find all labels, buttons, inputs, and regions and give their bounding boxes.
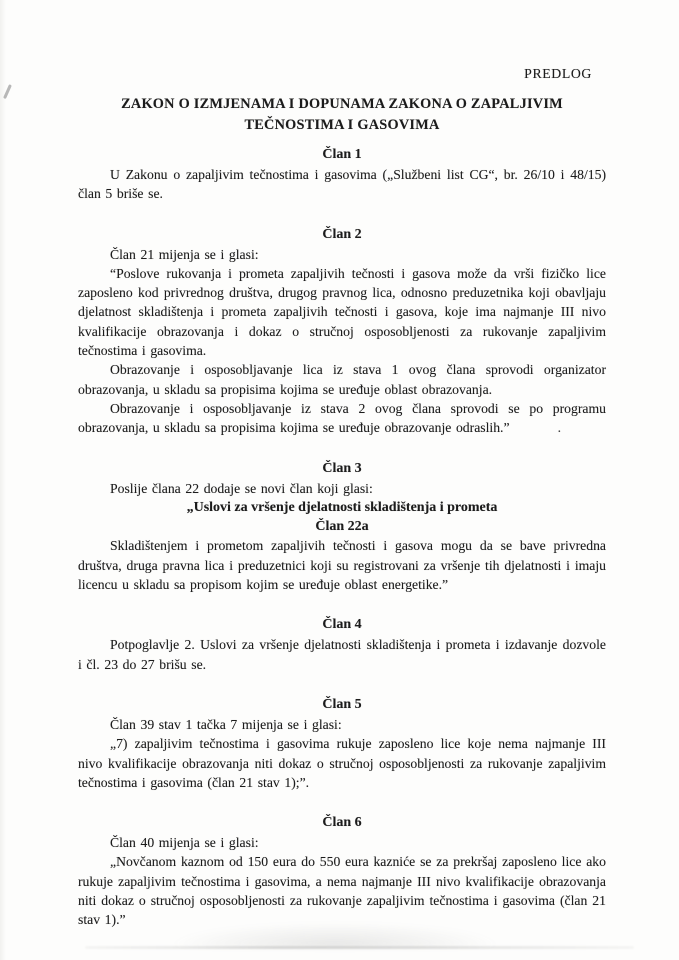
clan-1-heading: Član 1 [322,147,362,162]
clan-4-paragraph-1: Potpoglavlje 2. Uslovi za vršenje djelatnosti skladištenja i prometa i izdavanje dozvole i čl. 23 do 27 brišu se. [78,637,606,672]
document-title-line1: ZAKON O IZMJENAMA I DOPUNAMA ZAKONA O ZAPALJIVIM [121,96,563,112]
clan-5-paragraph-2: „7) zapaljivim tečnostima i gasovima rukuje zaposleno lice koje nema najmanje III nivo kvalifikacije obrazovanja niti dokaz o stručnoj osposobljenosti za rukovanje zapaljivim tečnostima i gasovima (član 21 stav 1);”. [78,736,606,790]
clan-3-new-article-number: Član 22a [315,519,369,535]
corner-label: PREDLOG [524,66,592,81]
clan-2-paragraph-3: Obrazovanje i osposobljavanje lica iz stava 1 ovog člana sprovodi organizator obrazovanja, u skladu sa propisima kojima se uređuje oblast obrazovanja. [78,362,606,397]
clan-6-heading: Član 6 [322,815,362,831]
clan-2-paragraph-4 [78,399,606,438]
document-title [78,94,606,135]
clan-5-paragraph-1: Član 39 stav 1 tačka 7 mijenja se i glasi: [110,716,342,732]
scan-bottom-shadow-cloud [170,922,500,948]
clan-3-paragraph-1: Skladištenjem i prometom zapaljivih tečnosti i gasova mogu da se bave privredna društva, druga pravna lica i preduzetnici koji su registrovani za vršenje tih djelatnosti i imaju licencu u skladu sa propisom kojim se uređuje oblast energetike.” [78,538,606,593]
clan-2-paragraph-1: Član 21 mijenja se i glasi: [110,246,259,262]
clan-6-paragraph-1: Član 40 mijenja se i glasi: [110,835,259,851]
clan-2-heading: Član 2 [322,226,362,242]
scan-bottom-shadow-line [85,946,634,949]
document-title-line2: TEČNOSTIMA I GASOVIMA [244,116,440,133]
stray-dot-mark: . [557,420,561,436]
clan-1-paragraph-1: U Zakonu o zapaljivim tečnostima i gasovima („Službeni list CG“, br. 26/10 i 48/15) član 5 briše se. [78,167,606,202]
clan-2-paragraph-2: “Poslove rukovanja i prometa zapaljivih tečnosti i gasova može da vrši fizičko lice zaposleno kod privrednog društva, drugog pravnog lica, odnosno preduzetnika koji obavljaju djelatnost skladištenja i prometa zapaljivih tečnosti i gasova, koje ima najmanje III nivo kvalifikacije obrazovanja i dokaz o stručnoj osposobljenosti za rukovanje zapaljivim tečnostima i gasovima. [78,265,606,359]
scan-edge-shadow [0,0,6,960]
clan-6-paragraph-2: „Novčanom kaznom od 150 eura do 550 eura kazniće se za prekršaj zaposleno lice ako rukuje zapaljivim tečnostima i gasovima, a nema najmanje III nivo kvalifikacije obrazovanja niti dokaz o stručnoj osposobljenosti za rukovanje zapaljivim tečnostima i gasovima (član 21 stav 1).” [78,854,606,928]
clan-3-heading: Član 3 [322,460,362,476]
document-content [78,66,606,930]
clan-3-intro: Poslije člana 22 dodaje se novi član koji glasi: [110,480,373,496]
clan-4-heading: Član 4 [322,617,362,633]
clan-2-paragraph-4-text: Obrazovanje i osposobljavanje iz stava 2 ovog člana sprovodi se po programu obrazovanja, u skladu sa propisima kojima se uređuje obrazovanje odraslih.” [78,400,606,436]
clan-3-new-article-title: „Uslovi za vršenje djelatnosti skladištenja i prometa [186,499,498,515]
clan-5-heading: Član 5 [322,696,362,712]
